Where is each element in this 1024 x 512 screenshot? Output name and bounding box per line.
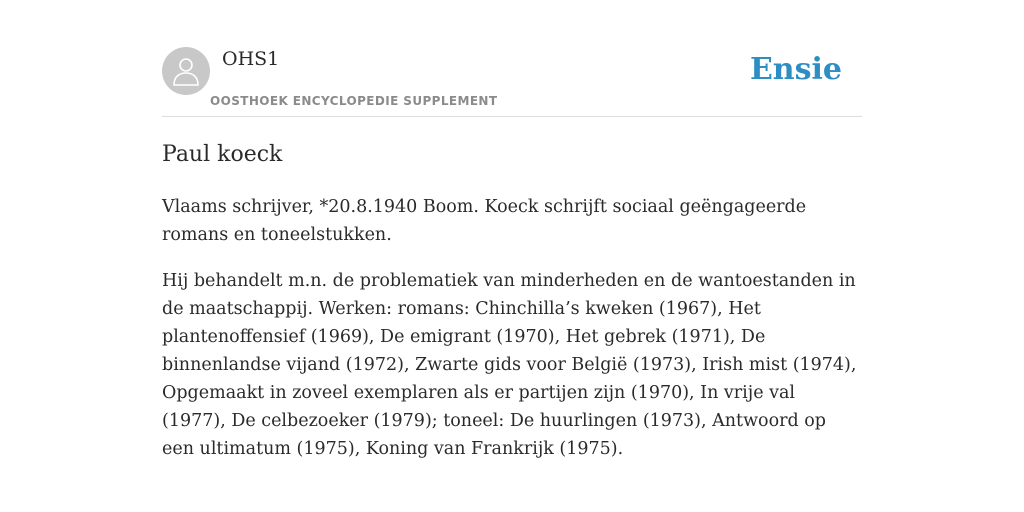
publication-name[interactable]: OOSTHOEK ENCYCLOPEDIE SUPPLEMENT [210,94,498,108]
article-paragraph: Hij behandelt m.n. de problematiek van minderheden en de wantoestanden in de maatschappij. Werken: romans: Chinchilla’s kweken (1967), Het plantenoffensief (1969), De emigrant (1970), Het gebrek (1971), De binnenlandse vijand (1972), Zwarte gids voor België (1973), Irish mist (1974), Opgemaakt in zoveel exemplaren als er partijen zijn (1970), In vrije val (1977), De celbezoeker (1979); toneel: De huurlingen (1973), Antwoord op een ultimatum (1975), Koning van Frankrijk (1975). [162,271,857,459]
user-icon [172,56,200,86]
article-paragraph: Vlaams schrijver, *20.8.1940 Boom. Koeck schrijft sociaal geëngageerde romans en toneelstukken. [162,197,807,245]
author-name[interactable]: OHS1 [222,48,280,70]
brand-logo[interactable]: Ensie [749,52,842,87]
article-body [162,193,862,481]
avatar[interactable] [162,47,210,95]
article-title: Paul koeck [162,142,283,167]
header [162,46,862,117]
